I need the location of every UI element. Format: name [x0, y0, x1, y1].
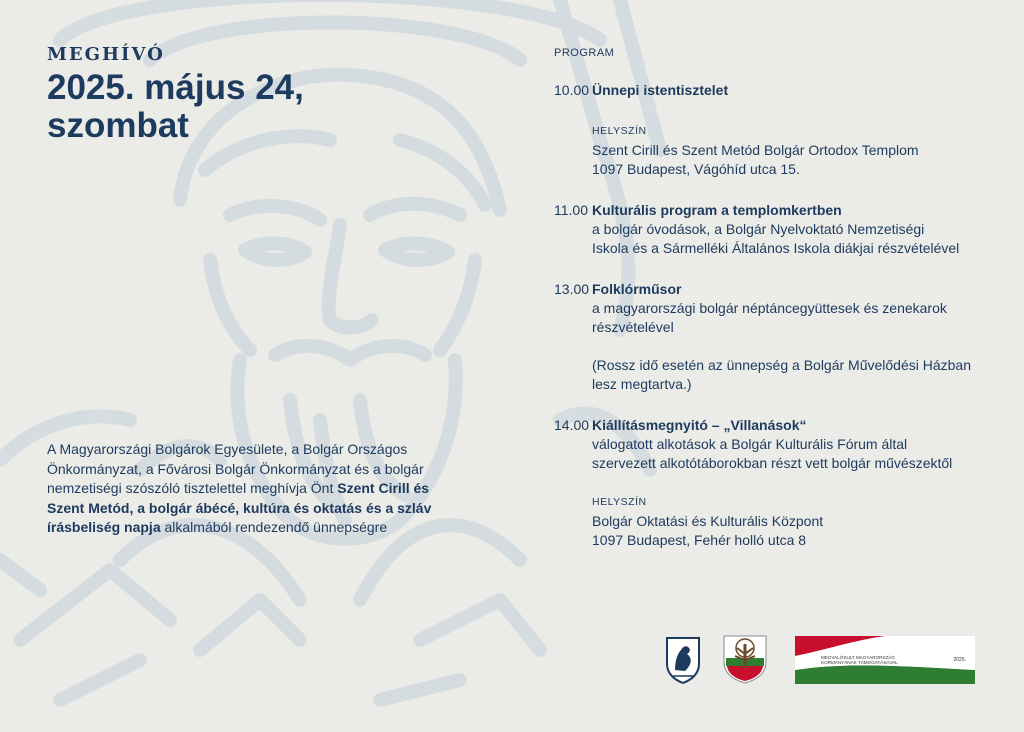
program-item — [554, 201, 994, 258]
program-time: 10.00 — [554, 82, 590, 98]
program-item — [554, 81, 994, 179]
intro-text-part1: A Magyarországi Bolgárok Egyesülete, a Bolgár Országos Önkormányzat, a Fővárosi Bolgár Önkormányzat és a bolgár nemzetiségi szószóló tisztelettel meghívja Önt — [47, 441, 424, 496]
location-label: HELYSZÍN — [592, 496, 647, 508]
event-date-line2: szombat — [47, 106, 189, 145]
program-description: a magyarországi bolgár néptáncegyüttesek és zenekarok — [592, 300, 947, 316]
intro-text-bold: Szent Cirill és Szent Metód, a bolgár ábécé, kultúra és oktatás és a szláv írásbeliség napja — [47, 480, 432, 535]
program-name: Kulturális program a templomkertben — [592, 202, 842, 218]
program-time: 14.00 — [554, 417, 590, 433]
location-line: Bolgár Oktatási és Kulturális Központ — [592, 513, 824, 529]
program-description: szervezett alkotótáborokban részt vett bolgár művészektől — [592, 455, 953, 471]
program-section — [554, 44, 994, 572]
tree-crest-icon — [722, 634, 768, 684]
weather-note: (Rossz idő esetén az ünnepség a Bolgár Művelődési Házban — [592, 357, 972, 373]
program-name: Folklórműsor — [592, 281, 682, 297]
lion-crest-logo — [665, 636, 701, 689]
invitation-header — [47, 44, 447, 145]
program-item — [554, 416, 994, 550]
lion-crest-icon — [665, 636, 701, 684]
program-name: Kiállításmegnyitó – „Villanások“ — [592, 417, 807, 433]
program-description: a bolgár óvodások, a Bolgár Nyelvoktató Nemzetiségi — [592, 221, 925, 237]
program-title: PROGRAM — [554, 47, 615, 59]
intro-text-part2: alkalmából rendezendő ünnepségre — [160, 519, 388, 535]
invitation-kicker: MEGHÍVÓ — [47, 44, 165, 65]
banner-text: MEGVALÓSULT MAGYARORSZÁG KORMÁNYÁNAK TÁMOGATÁSÁVAL — [821, 655, 898, 665]
program-description: Iskola és a Sármelléki Általános Iskola diákjai részvételével — [592, 240, 960, 256]
program-description: válogatott alkotások a Bolgár Kulturális Fórum által — [592, 436, 908, 452]
program-time: 11.00 — [554, 202, 588, 218]
location-line: 1097 Budapest, Vágóhíd utca 15. — [592, 161, 800, 177]
location-label: HELYSZÍN — [592, 125, 647, 137]
program-item — [554, 280, 994, 394]
government-support-banner — [795, 636, 975, 684]
program-time: 13.00 — [554, 281, 590, 297]
location-line: 1097 Budapest, Fehér holló utca 8 — [592, 532, 807, 548]
tree-crest-logo — [722, 634, 768, 689]
banner-year: 2025. — [953, 657, 966, 663]
location-line: Szent Cirill és Szent Metód Bolgár Ortodox Templom — [592, 142, 919, 158]
invitation-intro — [47, 440, 447, 538]
event-date-line1: 2025. május 24, — [47, 68, 304, 107]
weather-note: lesz megtartva.) — [592, 376, 692, 392]
program-name: Ünnepi istentisztelet — [592, 82, 729, 98]
program-description: részvételével — [592, 319, 674, 335]
